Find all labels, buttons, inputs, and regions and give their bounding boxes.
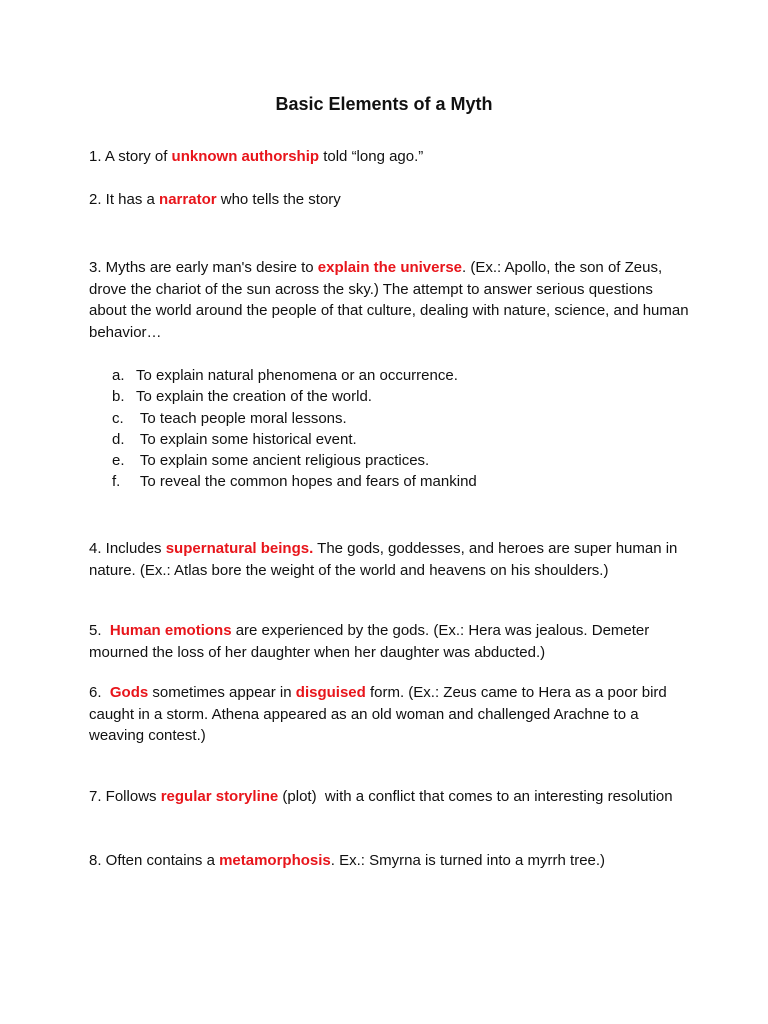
sublist-letter: a.: [112, 367, 125, 384]
item-highlight: explain the universe: [317, 259, 463, 276]
element-item-4: [89, 538, 689, 581]
sublist-item: [112, 471, 477, 492]
element-item-5: [89, 620, 689, 663]
sublist-item: [112, 408, 477, 429]
item-text: (plot) with a conflict that comes to an interesting resolution: [278, 788, 673, 805]
item-highlight: Gods: [109, 684, 149, 701]
sublist-letter: f.: [112, 473, 121, 491]
item-text: The gods, goddesses, and heroes are super human in nature. (Ex.: Atlas bore the weight of the world and heavens on his shoulders.): [89, 540, 678, 579]
sublist-letter: c.: [112, 409, 124, 427]
item-text: . (Ex.: Apollo, the son of Zeus, drove the chariot of the sun across the sky.) The attempt to answer serious questions about the world around the people of that culture, dealing with nature, science, and human behavior…: [89, 259, 689, 341]
element-item-7: [89, 786, 689, 808]
sublist-item: [112, 450, 477, 471]
element-item-6: [89, 682, 689, 747]
sublist-text: To explain some historical event.: [136, 430, 357, 448]
item-text: who tells the story: [216, 191, 341, 208]
item-text: sometimes appear in: [148, 684, 296, 701]
item-text: 2. It has a: [89, 191, 160, 208]
sublist-item: [112, 386, 477, 407]
item-highlight: unknown authorship: [171, 148, 320, 165]
sublist-letter: b.: [112, 388, 125, 406]
item-highlight: disguised: [295, 684, 366, 701]
sublist-text: To teach people moral lessons.: [136, 409, 347, 427]
item-text: told “long ago.”: [319, 148, 424, 165]
item-text: . Ex.: Smyrna is turned into a myrrh tree.): [330, 852, 606, 869]
item-highlight: regular storyline: [160, 788, 279, 805]
sublist-text: To explain the creation of the world.: [136, 388, 372, 406]
element-item-8: [89, 850, 689, 872]
item-text: 5.: [89, 622, 110, 639]
item-highlight: supernatural beings.: [165, 540, 314, 557]
item-text: 8. Often contains a: [89, 852, 220, 869]
item-text: 1. A story of: [89, 148, 172, 165]
item-highlight: metamorphosis: [219, 852, 331, 869]
sublist-text: To explain natural phenomena or an occurrence.: [136, 367, 458, 384]
sublist-item: [112, 429, 477, 450]
element-item-3: [89, 257, 689, 343]
sublist-text: To reveal the common hopes and fears of mankind: [136, 473, 477, 491]
document-title: Basic Elements of a Myth: [275, 94, 493, 114]
item-text: 4. Includes: [89, 540, 166, 557]
item-text: 6.: [89, 684, 110, 701]
element-item-2: [89, 189, 689, 211]
element-item-1: [89, 146, 689, 168]
item-highlight: Human emotions: [109, 622, 232, 639]
sublist-letter: e.: [112, 452, 125, 470]
item-text: are experienced by the gods. (Ex.: Hera was jealous. Demeter mourned the loss of her daughter when her daughter was abducted.): [89, 622, 650, 661]
purpose-sublist: [112, 365, 477, 493]
item-text: form. (Ex.: Zeus came to Hera as a poor bird caught in a storm. Athena appeared as an old woman and challenged Arachne to a weaving contest.): [89, 684, 667, 744]
item-text: 3. Myths are early man's desire to: [89, 259, 318, 276]
item-highlight: narrator: [159, 191, 217, 208]
sublist-text: To explain some ancient religious practices.: [136, 452, 430, 470]
item-text: 7. Follows: [89, 788, 161, 805]
sublist-letter: d.: [112, 430, 125, 448]
sublist-item: [112, 365, 477, 386]
